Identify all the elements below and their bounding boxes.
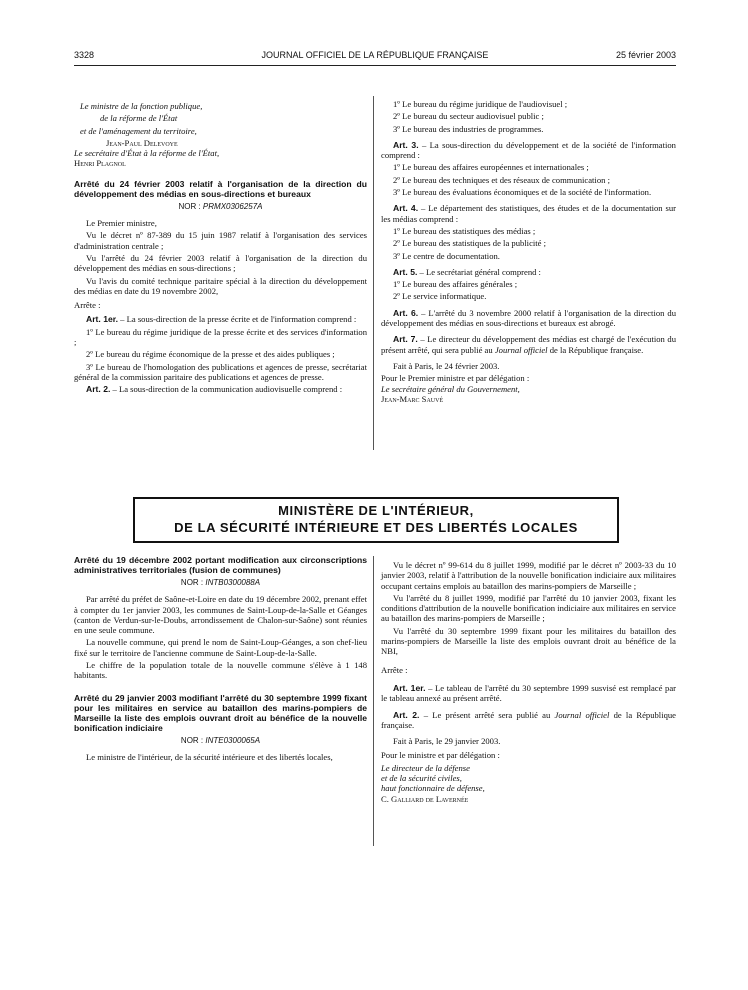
article-text: – La sous-direction de la communication audiovisuelle comprend : — [110, 384, 343, 395]
article-label: Art. 5. — [393, 266, 418, 277]
article-text: de la République française. — [547, 344, 644, 355]
signature-line: Le directeur de la défense — [381, 762, 470, 773]
secretary-general-line: Le secrétaire général du Gouvernement, — [381, 383, 520, 394]
secretary-name: Henri Plagnol — [74, 158, 126, 169]
arrete-title: Arrêté du 29 janvier 2003 modifiant l'arrêté du 30 septembre 1999 fixant pour les militaires en service au bataillon des marins-pompiers de Marseille la liste des emplois ouvrant droit au bénéfice de la nouvelle bonification indiciaire — [74, 692, 367, 733]
article-text: – Le département des statistiques, des études et de la documentation sur les médias comprend : — [381, 203, 676, 224]
list-item: 1º Le bureau des affaires européennes et internationales ; — [393, 162, 589, 173]
signatory-name: Jean-Paul Delevoye — [106, 137, 178, 148]
article-text: de la République française. — [381, 709, 676, 730]
signature-line: et de la sécurité civiles, — [381, 773, 462, 784]
nor-label: NOR : — [178, 201, 203, 211]
journal-name: Journal officiel — [554, 709, 610, 720]
list-item: 2º Le bureau des techniques et des réseaux de communication ; — [393, 174, 610, 185]
issue-date: 25 février 2003 — [615, 50, 676, 60]
top-right-column — [381, 99, 676, 404]
signature-line: Le ministre de la fonction publique, — [80, 101, 203, 111]
delegation-line: Pour le ministre et par délégation : — [381, 750, 500, 761]
list-item: 2º Le bureau du secteur audiovisuel public ; — [393, 111, 544, 122]
nor-label: NOR : — [180, 578, 206, 587]
nor-code: INTB0300088A — [205, 578, 261, 587]
ministry-title-line1: MINISTÈRE DE L'INTÉRIEUR, — [278, 503, 474, 518]
nor-code: PRMX0306257A — [202, 201, 263, 211]
arrete-title: Arrêté du 24 février 2003 relatif à l'organisation de la direction du développement des médias en sous-directions et bureaux — [74, 178, 367, 199]
paragraph: Vu l'arrêté du 8 juillet 1999, modifié par l'arrêté du 10 janvier 2003, fixant les conditions d'attribution de la nouvelle bonification indiciaire aux militaires en service au bataillon des marins-pompiers de Marseille ; — [381, 592, 676, 624]
paragraph: Le Premier ministre, — [86, 218, 157, 229]
article-text: – La sous-direction de la presse écrite et de l'information comprend : — [118, 314, 357, 325]
list-item: 3º Le bureau de l'homologation des publications et agences de presse, secrétariat général de la commission paritaire des publications et agences de presse. — [74, 361, 367, 382]
nor-reference — [74, 578, 367, 588]
list-item: 2º Le service informatique. — [393, 291, 487, 302]
paragraph: Le ministre de l'intérieur, de la sécurité intérieure et des libertés locales, — [86, 751, 333, 762]
page-header — [74, 50, 676, 64]
article-1 — [74, 314, 367, 324]
nor-label: NOR : — [180, 735, 206, 745]
list-item: 1º Le bureau des affaires générales ; — [393, 279, 518, 290]
article-label: Art. 4. — [393, 203, 419, 214]
article-6 — [381, 308, 676, 329]
article-label: Art. 1er. — [86, 314, 119, 325]
article-label: Art. 2. — [86, 384, 111, 395]
column-divider-bottom — [373, 556, 374, 846]
signature-line: de la réforme de l'État — [100, 113, 178, 124]
article-1 — [381, 683, 676, 704]
article-label: Art. 7. — [393, 334, 418, 345]
paragraph: Le chiffre de la population totale de la nouvelle commune s'élève à 1 148 habitants. — [74, 660, 367, 681]
list-item: 1º Le bureau des statistiques des médias ; — [393, 225, 536, 236]
list-item: 2º Le bureau du régime économique de la presse et des aides publiques ; — [86, 349, 335, 360]
article-7 — [381, 334, 676, 355]
secretary-line: Le secrétaire d'État à la réforme de l'État, — [74, 148, 220, 159]
ministry-banner — [133, 497, 619, 543]
article-text: – Le directeur du développement des médias est chargé de l'exécution du présent arrêté, qui sera publié au — [381, 334, 676, 355]
bottom-right-column — [381, 560, 676, 804]
paragraph: Vu l'arrêté du 24 février 2003 relatif à l'organisation de la direction du développement des médias en sous-directions ; — [74, 252, 367, 274]
paragraph: Vu l'arrêté du 30 septembre 1999 fixant pour les militaires du bataillon des marins-pompiers de Marseille la liste des emplois ouvrant droit au bénéfice de la NBI, — [381, 625, 676, 657]
article-label: Art. 6. — [393, 307, 419, 318]
nor-reference — [74, 202, 367, 212]
fait-line: Fait à Paris, le 24 février 2003. — [393, 360, 500, 371]
paragraph: Vu l'avis du comité technique paritaire spécial à la direction du développement des médias en date du 19 novembre 2002, — [74, 275, 367, 296]
bottom-left-column — [74, 553, 367, 764]
article-label: Art. 3. — [393, 139, 419, 150]
signatory-name: C. Galliard de Lavernée — [381, 793, 469, 804]
ministry-title-line2: DE LA SÉCURITÉ INTÉRIEURE ET DES LIBERTÉS LOCALES — [174, 520, 578, 535]
paragraph: Vu le décret nº 87-389 du 15 juin 1987 relatif à l'organisation des services d'administration centrale ; — [74, 230, 367, 251]
list-item: 3º Le centre de documentation. — [393, 250, 500, 261]
delegation-line: Pour le Premier ministre et par délégation : — [381, 373, 530, 384]
article-3 — [381, 140, 676, 161]
arrete-title: Arrêté du 19 décembre 2002 portant modification aux circonscriptions administratives territoriales (fusion de communes) — [74, 555, 367, 575]
fait-line: Fait à Paris, le 29 janvier 2003. — [393, 736, 501, 747]
top-left-column — [74, 101, 367, 397]
signature-line: et de l'aménagement du territoire, — [80, 125, 197, 136]
nor-reference — [74, 736, 367, 746]
article-label: Art. 1er. — [393, 682, 426, 693]
paragraph: Vu le décret nº 99-614 du 8 juillet 1999, modifié par le décret nº 2003-33 du 10 janvier 2003, relatif à l'attribution de la nouvelle bonification indiciaire aux militaires occupant certains emplois au bataillon des marins-pompiers de Marseille ; — [381, 560, 676, 591]
article-5 — [381, 267, 676, 277]
article-2 — [381, 710, 676, 731]
page-number: 3328 — [74, 50, 95, 60]
nor-code: INTE0300065A — [205, 735, 261, 745]
article-text: – Le présent arrêté sera publié au — [419, 709, 555, 720]
article-text: – La sous-direction du développement et de la société de l'information comprend : — [381, 139, 676, 161]
article-4 — [381, 203, 676, 224]
secretary-general-name: Jean-Marc Sauvé — [381, 393, 444, 404]
article-text: – Le secrétariat général comprend : — [417, 266, 541, 277]
article-2 — [74, 384, 367, 394]
signature-line: haut fonctionnaire de défense, — [381, 783, 485, 794]
journal-name: Journal officiel — [494, 344, 548, 355]
list-item: 3º Le bureau des évaluations économiques et de la société de l'information. — [393, 187, 652, 198]
article-text: – L'arrêté du 3 novembre 2000 relatif à l'organisation de la direction du développement des médias en sous-directions et bureaux est abrogé. — [381, 307, 677, 329]
paragraph: La nouvelle commune, qui prend le nom de Saint-Loup-Géanges, a son chef-lieu fixé sur le territoire de l'ancienne commune de Saint-Loup-de-la-Salle. — [74, 637, 367, 658]
list-item: 1º Le bureau du régime juridique de l'audiovisuel ; — [393, 99, 568, 109]
arrete-label: Arrête : — [381, 664, 408, 675]
list-item: 3º Le bureau des industries de programmes. — [393, 123, 544, 134]
paragraph: Par arrêté du préfet de Saône-et-Loire en date du 19 décembre 2002, prenant effet à compter du 1er janvier 2003, les communes de Saint-Loup-de-la-Salle et Géanges (canton de Verdun-sur-le-Doubs, arrondissement de Chalon-sur-Saône) sont réunies en une seule commune. — [74, 594, 367, 636]
list-item: 2º Le bureau des statistiques de la publicité ; — [393, 238, 547, 249]
journal-title: JOURNAL OFFICIEL DE LA RÉPUBLIQUE FRANÇAISE — [261, 50, 489, 60]
article-text: – Le tableau de l'arrêté du 30 septembre 1999 susvisé est remplacé par le tableau annexé au présent arrêté. — [381, 682, 676, 704]
column-divider-top — [373, 96, 374, 450]
header-rule — [74, 65, 676, 66]
arrete-label: Arrête : — [74, 300, 101, 311]
list-item: 1º Le bureau du régime juridique de la presse écrite et des services d'information ; — [74, 326, 367, 348]
article-label: Art. 2. — [393, 709, 420, 720]
